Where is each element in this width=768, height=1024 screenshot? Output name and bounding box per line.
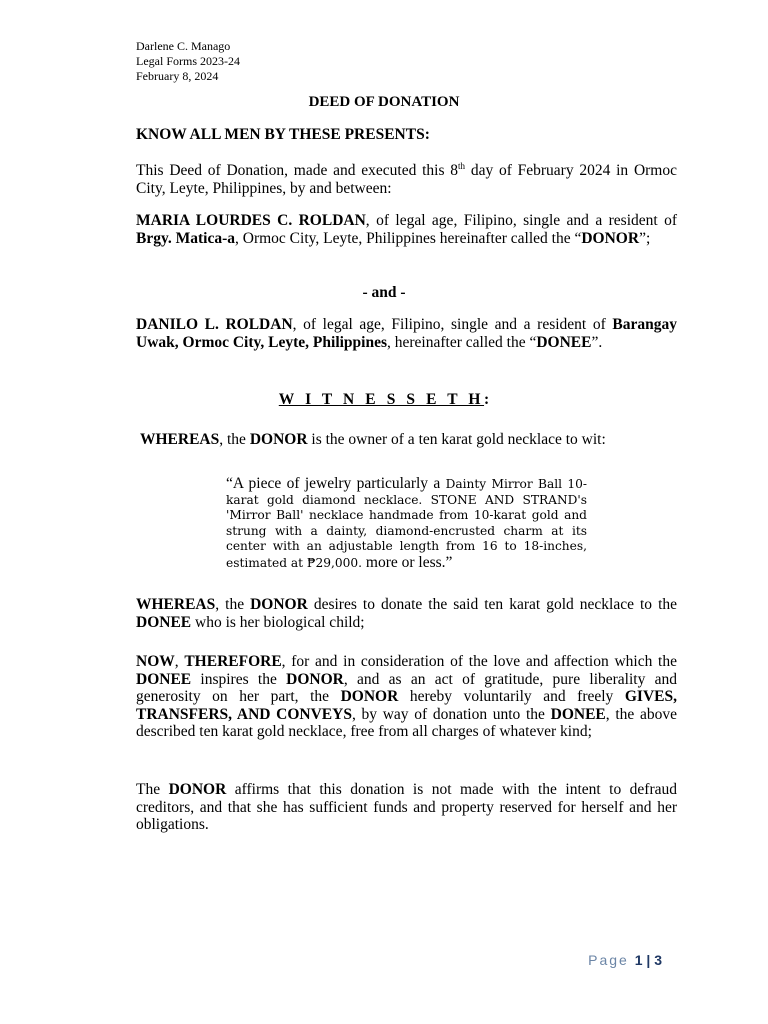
know-all-heading: KNOW ALL MEN BY THESE PRESENTS: (136, 126, 430, 143)
whereas-owner-paragraph: WHEREAS, the DONOR is the owner of a ten karat gold necklace to wit: (140, 431, 606, 448)
header-date: February 8, 2024 (136, 69, 219, 83)
course-name: Legal Forms 2023-24 (136, 54, 240, 68)
and-separator: - and - (362, 284, 406, 301)
donee-name: DANILO L. ROLDAN (136, 316, 293, 333)
intro-paragraph: This Deed of Donation, made and executed this 8th day of February 2024 in Ormoc City, Leyte, Philippines, by and between: (136, 161, 677, 197)
affirmation-paragraph: The DONOR affirms that this donation is not made with the intent to defraud creditors, and that she has sufficient funds and property reserved for herself and her obligations. (136, 781, 677, 834)
donee-paragraph: DANILO L. ROLDAN, of legal age, Filipino, single and a resident of Barangay Uwak, Ormoc City, Leyte, Philippines, hereinafter called the “DONEE”. (136, 316, 677, 351)
necklace-description-quote: “A piece of jewelry particularly a Dainty Mirror Ball 10-karat gold diamond necklace. STONE AND STRAND's 'Mirror Ball' necklace handmade from 10-karat gold and strung with a dainty, diamond-encrusted charm at its center with an adjustable length from 16 to 18-inches, estimated at ₱29,000. more or less.” (226, 475, 588, 571)
author-name: Darlene C. Manago (136, 39, 231, 53)
donor-paragraph: MARIA LOURDES C. ROLDAN, of legal age, Filipino, single and a resident of Brgy. Matica-a, Ormoc City, Leyte, Philippines hereinafter called the “DONOR”; (136, 212, 678, 247)
document-title: DEED OF DONATION (308, 94, 460, 110)
whereas-donate-paragraph: WHEREAS, the DONOR desires to donate the said ten karat gold necklace to the DONEE who is her biological child; (136, 596, 678, 631)
document-header (136, 39, 240, 84)
now-therefore-paragraph: NOW, THEREFORE, for and in consideration of the love and affection which the DONEE inspires the DONOR, and as an act of gratitude, pure liberality and generosity on her part, the DONOR hereby voluntarily and freely GIVES, TRANSFERS, AND CONVEYS, by way of donation unto the DONEE, the above described ten karat gold necklace, free from all charges of whatever kind; (136, 653, 677, 741)
witnesseth-heading: W I T N E S S E T H: (278, 391, 490, 408)
donor-name: MARIA LOURDES C. ROLDAN (136, 212, 366, 229)
page-number-footer: Page 1 | 3 (588, 952, 662, 968)
